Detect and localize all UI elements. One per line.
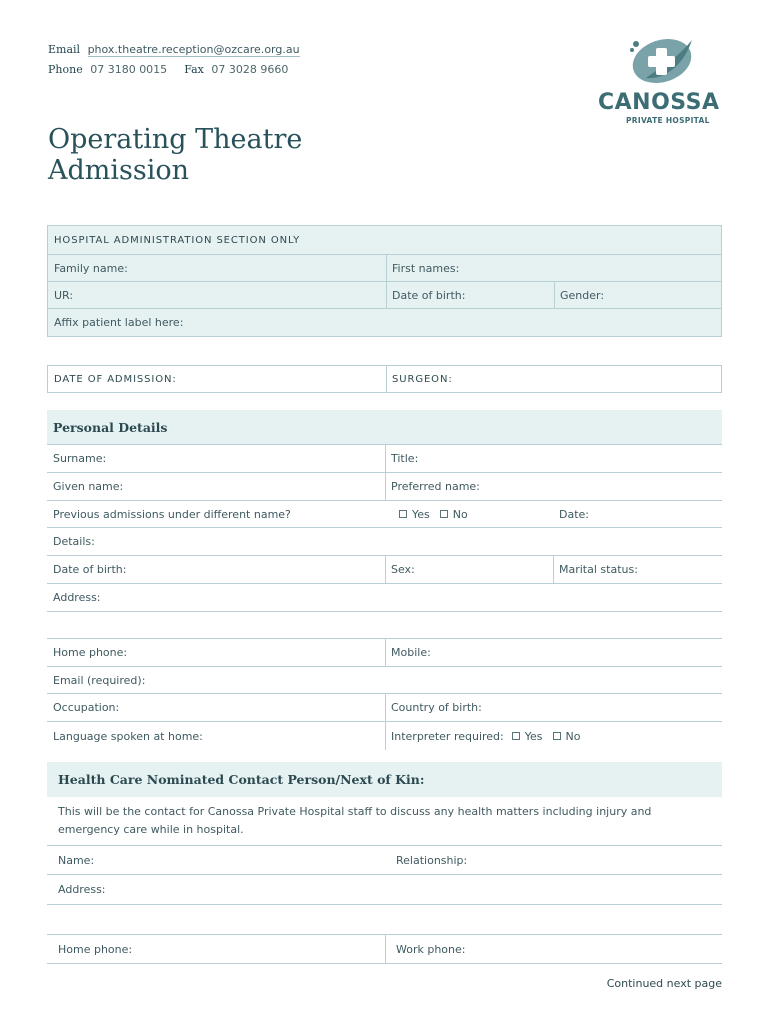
country-of-birth-field[interactable]: Country of birth: <box>391 701 482 714</box>
phone-value: 07 3180 0015 <box>90 63 168 76</box>
continued-next-page: Continued next page <box>606 977 722 990</box>
row-surname <box>47 445 722 473</box>
row-email <box>47 667 722 694</box>
interpreter-label: Interpreter required: <box>391 729 504 743</box>
canossa-logo <box>598 34 726 129</box>
dob-field[interactable]: Date of birth: <box>53 563 127 576</box>
surgeon-field[interactable]: SURGEON: <box>392 373 453 385</box>
email-field[interactable]: Email (required): <box>53 673 146 687</box>
admin-section <box>47 225 722 337</box>
kin-address-field[interactable]: Address: <box>58 882 106 896</box>
fax-value: 07 3028 9660 <box>211 63 289 76</box>
interpreter-no-checkbox[interactable] <box>553 732 561 740</box>
admission-row <box>48 366 721 392</box>
address-field[interactable]: Address: <box>53 591 101 604</box>
given-name-field[interactable]: Given name: <box>53 480 124 493</box>
title-line-1: Operating Theatre <box>48 124 303 155</box>
personal-details-heading: Personal Details <box>53 419 168 435</box>
previous-yes-checkbox[interactable] <box>399 510 407 518</box>
page-title <box>48 124 302 186</box>
mobile-field[interactable]: Mobile: <box>391 646 431 659</box>
preferred-name-field[interactable]: Preferred name: <box>391 480 480 493</box>
home-phone-field[interactable]: Home phone: <box>53 646 128 659</box>
address-line-2-field[interactable] <box>47 612 722 638</box>
row-language <box>47 722 722 750</box>
interpreter-no-label: No <box>565 729 581 743</box>
kin-row-phone <box>47 935 722 963</box>
occupation-field[interactable]: Occupation: <box>53 701 120 714</box>
row-dob <box>47 556 722 584</box>
kin-heading: Health Care Nominated Contact Person/Next of Kin: <box>58 772 425 787</box>
cross-leaf-icon <box>626 34 698 86</box>
contact-block <box>48 40 300 80</box>
kin-home-phone-field[interactable]: Home phone: <box>58 942 133 956</box>
kin-heading-row <box>47 762 722 797</box>
kin-paragraph: This will be the contact for Canossa Private Hospital staff to discuss any health matters including injury and emergency care while in hospital. <box>58 805 652 836</box>
email-label: Email <box>48 43 81 56</box>
admission-section <box>47 365 722 393</box>
kin-row-address <box>47 875 722 903</box>
logo-brand: CANOSSA <box>598 90 720 115</box>
kin-row-name <box>47 846 722 874</box>
fax-label: Fax <box>184 63 204 76</box>
row-previous-admissions <box>47 501 722 528</box>
logo-subtitle: PRIVATE HOSPITAL <box>626 116 710 125</box>
admin-heading: HOSPITAL ADMINISTRATION SECTION ONLY <box>54 234 301 246</box>
sex-field[interactable]: Sex: <box>391 563 415 576</box>
previous-admissions-options <box>393 501 553 527</box>
previous-no-label: No <box>452 507 468 521</box>
affix-label-field[interactable]: Affix patient label here: <box>54 316 184 329</box>
row-address-line-2 <box>47 612 722 639</box>
previous-yes-label: Yes <box>412 507 430 521</box>
interpreter-yes-checkbox[interactable] <box>512 732 520 740</box>
family-name-field[interactable]: Family name: <box>54 261 128 275</box>
surname-field[interactable]: Surname: <box>53 452 107 465</box>
date-of-admission-field[interactable]: DATE OF ADMISSION: <box>54 373 177 385</box>
ur-field[interactable]: UR: <box>54 288 74 302</box>
gender-field[interactable]: Gender: <box>560 288 605 302</box>
admin-row-names <box>48 255 721 282</box>
admin-dob-field[interactable]: Date of birth: <box>392 288 466 302</box>
email-link[interactable]: phox.theatre.reception@ozcare.org.au <box>87 43 300 56</box>
admin-row-affix <box>48 309 721 336</box>
first-names-field[interactable]: First names: <box>392 261 460 275</box>
previous-admissions-label: Previous admissions under different name? <box>53 507 291 521</box>
marital-status-field[interactable]: Marital status: <box>559 563 638 576</box>
interpreter-yes-label: Yes <box>524 729 543 743</box>
phone-label: Phone <box>48 63 83 76</box>
details-field[interactable]: Details: <box>53 535 95 548</box>
kin-name-field[interactable]: Name: <box>58 853 95 867</box>
previous-no-checkbox[interactable] <box>440 510 448 518</box>
admin-row-ur <box>48 282 721 309</box>
row-occupation <box>47 694 722 722</box>
personal-details-section <box>47 410 722 750</box>
interpreter-options <box>385 722 722 750</box>
row-details <box>47 528 722 556</box>
title-line-2: Admission <box>48 155 190 186</box>
row-given-name <box>47 473 722 501</box>
language-field[interactable]: Language spoken at home: <box>53 729 203 743</box>
row-address <box>47 584 722 612</box>
personal-details-heading-row <box>47 410 722 445</box>
kin-work-phone-field[interactable]: Work phone: <box>396 942 466 956</box>
row-phone <box>47 639 722 667</box>
admin-heading-row <box>48 226 721 255</box>
previous-date-field[interactable]: Date: <box>559 507 589 521</box>
kin-relationship-field[interactable]: Relationship: <box>396 853 468 867</box>
title-field[interactable]: Title: <box>391 452 419 465</box>
